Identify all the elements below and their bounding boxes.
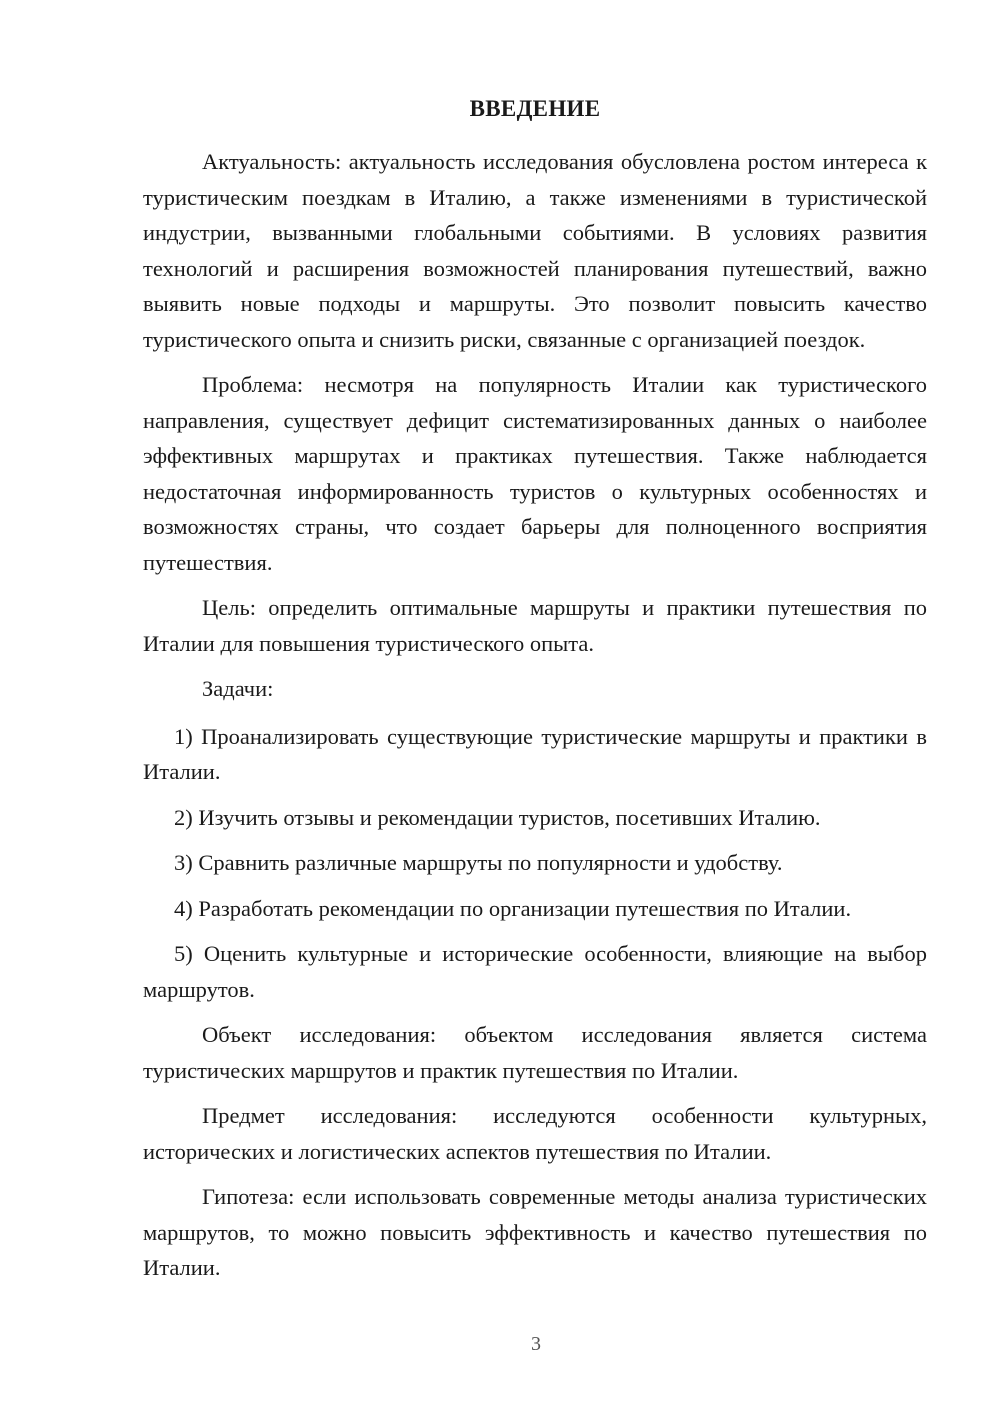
paragraph-object: Объект исследования: объектом исследования является система туристических маршрутов и практик путешествия по Италии. — [143, 1022, 927, 1083]
task-item-5: 5) Оценить культурные и исторические особенности, влияющие на выбор маршрутов. — [143, 941, 927, 1002]
task-item-2: 2) Изучить отзывы и рекомендации туристов, посетивших Италию. — [174, 804, 821, 830]
page-number: 3 — [531, 1333, 541, 1355]
task-item-1: 1) Проанализировать существующие туристические маршруты и практики в Италии. — [143, 723, 927, 784]
section-title: ВВЕДЕНИЕ — [469, 96, 601, 121]
paragraph-relevance: Актуальность: актуальность исследования обусловлена ростом интереса к туристическим поездкам в Италию, а также изменениями в туристической индустрии, вызванными глобальными событиями. В условиях развития технологий и расширения возможностей планирования путешествий, важно выявить новые подходы и маршруты. Это позволит повысить качество туристического опыта и снизить риски, связанные с организацией поездок. — [143, 149, 927, 352]
paragraph-subject: Предмет исследования: исследуются особенности культурных, исторических и логистических аспектов путешествия по Италии. — [143, 1103, 927, 1164]
task-item-3: 3) Сравнить различные маршруты по популярности и удобству. — [174, 850, 783, 875]
task-item-4: 4) Разработать рекомендации по организации путешествия по Италии. — [174, 895, 852, 921]
paragraph-goal: Цель: определить оптимальные маршруты и практики путешествия по Италии для повышения туристического опыта. — [143, 595, 927, 656]
paragraph-hypothesis: Гипотеза: если использовать современные методы анализа туристических маршрутов, то можно повысить эффективность и качество путешествия по Италии. — [143, 1184, 927, 1280]
tasks-label: Задачи: — [202, 676, 274, 701]
paragraph-problem: Проблема: несмотря на популярность Италии как туристического направления, существует дефицит систематизированных данных о наиболее эффективных маршрутах и практиках путешествия. Также наблюдается недостаточная информированность туристов о культурных особенностях и возможностях страны, что создает барьеры для полноценного восприятия путешествия. — [143, 372, 927, 575]
document-page — [143, 94, 927, 1296]
